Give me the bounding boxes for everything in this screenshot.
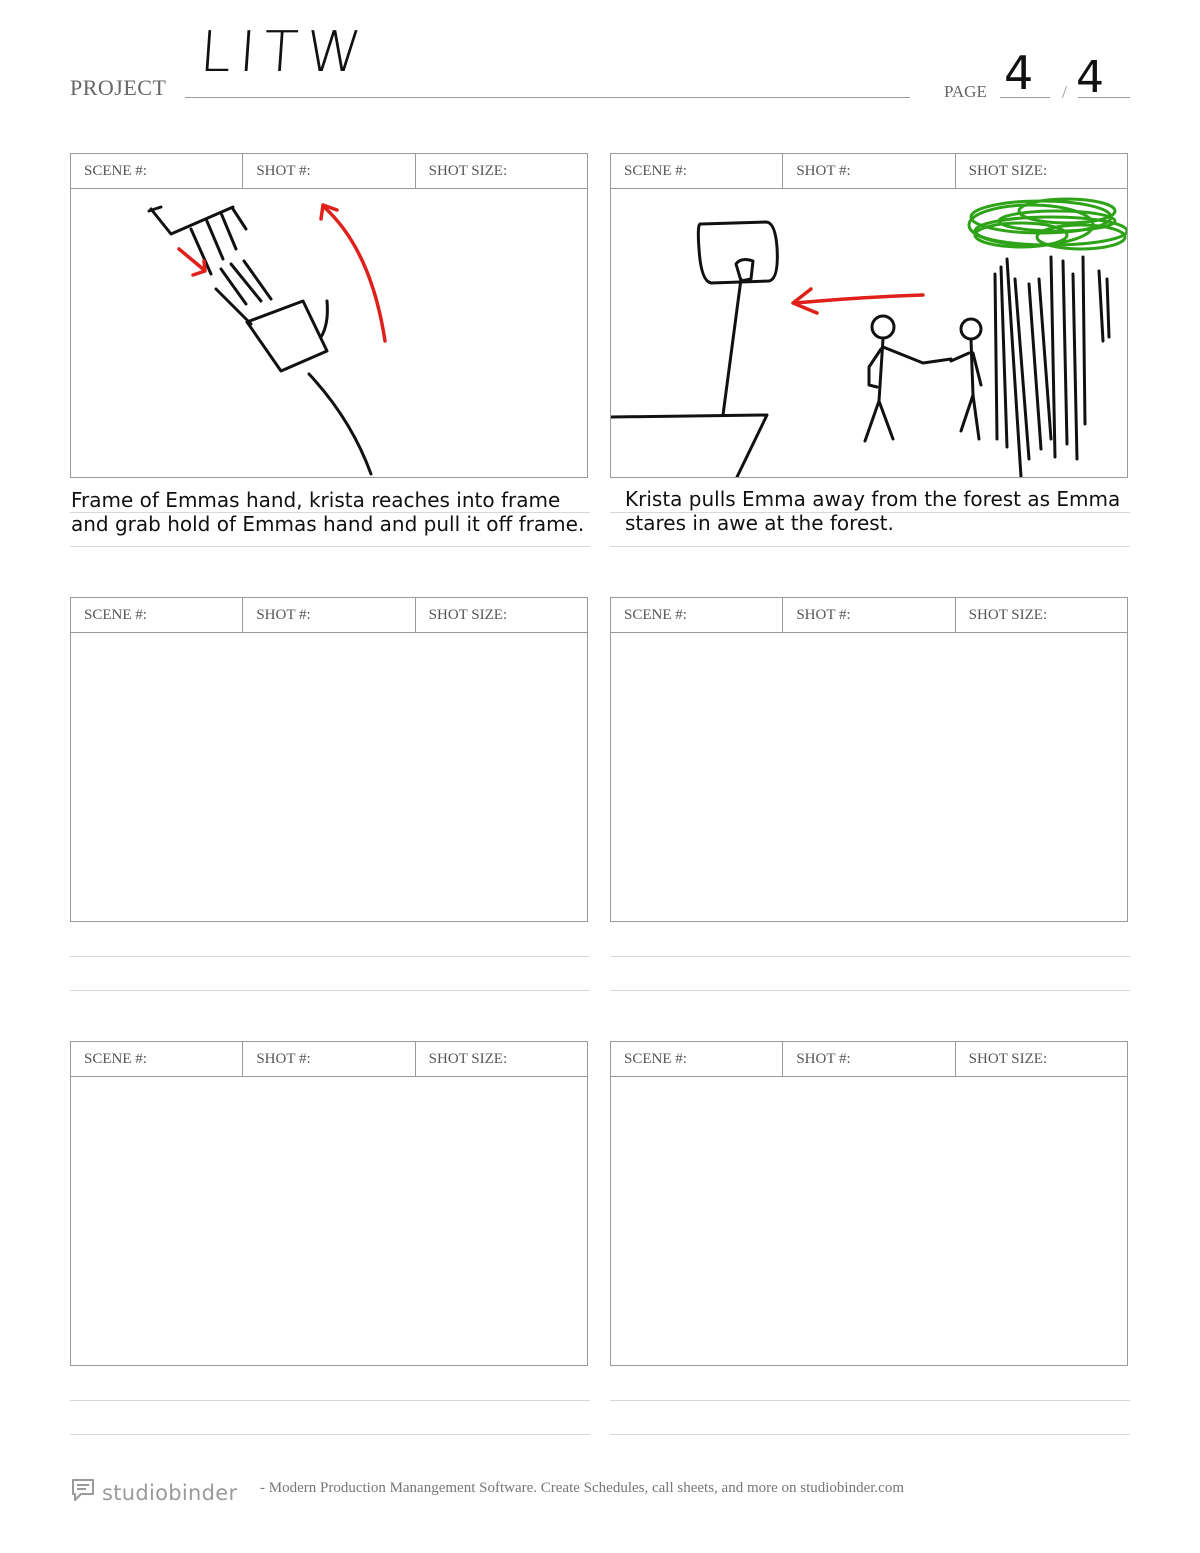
caption-line: and grab hold of Emmas hand and pull it off frame. bbox=[71, 512, 585, 536]
studiobinder-logo bbox=[70, 1477, 237, 1508]
caption-rule bbox=[70, 956, 590, 957]
scene-label: SCENE #: bbox=[71, 1042, 243, 1076]
shot-size-label: SHOT SIZE: bbox=[428, 163, 508, 179]
page-label: PAGE bbox=[944, 82, 987, 101]
shot-size-label: SHOT SIZE: bbox=[428, 607, 508, 623]
storyboard-panel-4 bbox=[610, 597, 1128, 922]
panel-frame bbox=[71, 189, 587, 477]
caption-rule bbox=[70, 1434, 590, 1435]
storyboard-panel-5 bbox=[70, 1041, 588, 1366]
scene-label: SCENE #: bbox=[611, 598, 783, 632]
caption-line: Krista pulls Emma away from the forest as Emma bbox=[625, 487, 1121, 511]
shot-label: SHOT #: bbox=[243, 598, 415, 632]
brand-name: studiobinder bbox=[102, 1480, 238, 1505]
footer-tagline: - Modern Production Manangement Software. Create Schedules, call sheets, and more on studiobinder.com bbox=[260, 1480, 905, 1496]
caption-rule bbox=[610, 956, 1130, 957]
scene-label: SCENE #: bbox=[71, 154, 243, 188]
panel-header bbox=[611, 1042, 1127, 1077]
shot-label: SHOT #: bbox=[783, 598, 955, 632]
panel-header bbox=[611, 154, 1127, 189]
caption-rule bbox=[70, 1400, 590, 1401]
shot-size-label: SHOT SIZE: bbox=[968, 607, 1048, 623]
shot-size-label: SHOT SIZE: bbox=[428, 1051, 508, 1067]
shot-label: SHOT #: bbox=[783, 1042, 955, 1076]
panel-frame bbox=[71, 633, 587, 921]
caption-line: stares in awe at the forest. bbox=[625, 511, 894, 535]
scene-label: SCENE #: bbox=[71, 598, 243, 632]
caption-rule bbox=[610, 1434, 1130, 1435]
panel-1-caption bbox=[71, 488, 611, 536]
page-total: 4 bbox=[1076, 52, 1104, 103]
scene-label: SCENE #: bbox=[611, 1042, 783, 1076]
shot-label: SHOT #: bbox=[243, 1042, 415, 1076]
shot-label: SHOT #: bbox=[783, 154, 955, 188]
caption-rule bbox=[610, 990, 1130, 991]
storyboard-panel-1 bbox=[70, 153, 588, 478]
panel-frame bbox=[611, 189, 1127, 477]
panel-frame bbox=[611, 633, 1127, 921]
caption-line: Frame of Emmas hand, krista reaches into frame bbox=[71, 488, 561, 512]
storyboard-panel-2 bbox=[610, 153, 1128, 478]
page-separator: / bbox=[1062, 82, 1068, 102]
hand-sketch bbox=[71, 189, 587, 477]
scene-label: SCENE #: bbox=[611, 154, 783, 188]
panel-header bbox=[71, 154, 587, 189]
storyboard-panel-3 bbox=[70, 597, 588, 922]
panel-frame bbox=[611, 1077, 1127, 1365]
panel-2-caption bbox=[625, 487, 1165, 535]
panel-frame bbox=[71, 1077, 587, 1365]
storyboard-panel-6 bbox=[610, 1041, 1128, 1366]
project-label: PROJECT bbox=[70, 75, 167, 100]
caption-rule bbox=[70, 546, 590, 547]
shot-size-label: SHOT SIZE: bbox=[968, 163, 1048, 179]
panel-header bbox=[611, 598, 1127, 633]
panel-header bbox=[71, 598, 587, 633]
forest-sketch bbox=[611, 189, 1127, 477]
shot-size-label: SHOT SIZE: bbox=[968, 1051, 1048, 1067]
page-current: 4 bbox=[1004, 46, 1034, 100]
caption-rule bbox=[70, 990, 590, 991]
chat-bubble-icon bbox=[70, 1477, 96, 1508]
project-field-line bbox=[185, 97, 910, 98]
panel-header bbox=[71, 1042, 587, 1077]
caption-rule bbox=[610, 546, 1130, 547]
shot-label: SHOT #: bbox=[243, 154, 415, 188]
project-value: LITW bbox=[197, 20, 372, 85]
caption-rule bbox=[610, 1400, 1130, 1401]
